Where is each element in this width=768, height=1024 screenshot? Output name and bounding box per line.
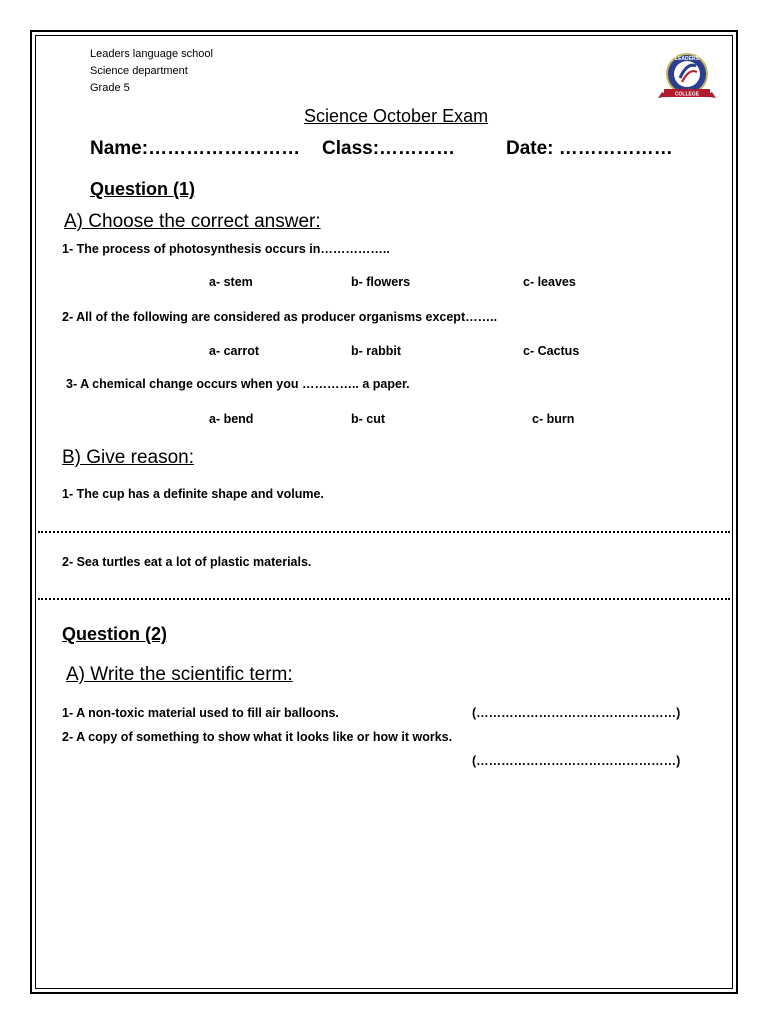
name-field: Name:…………………… xyxy=(90,138,301,159)
term-1-answer-blank: (…………………………………………) xyxy=(472,706,681,720)
grade-label: Grade 5 xyxy=(90,82,130,94)
school-logo xyxy=(656,52,718,100)
mcq-3-option-b: b- cut xyxy=(351,412,386,426)
logo-text-bottom: COLLEGE xyxy=(674,91,700,98)
exam-title: Science October Exam xyxy=(304,106,489,126)
term-2-question: 2- A copy of something to show what it looks like or how it works. xyxy=(62,730,453,744)
class-field: Class:………… xyxy=(322,138,456,159)
section-b-heading: B) Give reason: xyxy=(62,447,194,468)
mcq-3-option-c: c- burn xyxy=(532,412,575,426)
mcq-1-option-a: a- stem xyxy=(209,275,253,289)
mcq-2-option-c: c- Cactus xyxy=(523,344,580,358)
mcq-2-question: 2- All of the following are considered as producer organisms except…….. xyxy=(62,310,498,324)
reason-2-question: 2- Sea turtles eat a lot of plastic materials. xyxy=(62,555,312,569)
mcq-3-question: 3- A chemical change occurs when you ………….. a paper. xyxy=(66,377,410,391)
mcq-3-option-a: a- bend xyxy=(209,412,254,426)
term-2-answer-blank: (…………………………………………) xyxy=(472,754,681,768)
term-section-heading: A) Write the scientific term: xyxy=(66,664,293,685)
reason-2-answer-line xyxy=(38,598,730,600)
mcq-1-option-b: b- flowers xyxy=(351,275,411,289)
mcq-2-option-a: a- carrot xyxy=(209,344,260,358)
mcq-2-option-b: b- rabbit xyxy=(351,344,401,358)
school-name: Leaders language school xyxy=(90,48,213,60)
section-a-heading: A) Choose the correct answer: xyxy=(64,211,321,232)
question-1-heading: Question (1) xyxy=(90,179,196,199)
mcq-1-question: 1- The process of photosynthesis occurs in…………….. xyxy=(62,242,390,256)
mcq-1-option-c: c- leaves xyxy=(523,275,576,289)
date-field: Date: ……………… xyxy=(506,138,673,159)
logo-text-top: LEADERS xyxy=(675,56,699,62)
department-name: Science department xyxy=(90,65,188,77)
term-1-question: 1- A non-toxic material used to fill air balloons. xyxy=(62,706,339,720)
reason-1-answer-line xyxy=(38,531,730,533)
question-2-heading: Question (2) xyxy=(62,624,168,644)
reason-1-question: 1- The cup has a definite shape and volume. xyxy=(62,487,324,501)
